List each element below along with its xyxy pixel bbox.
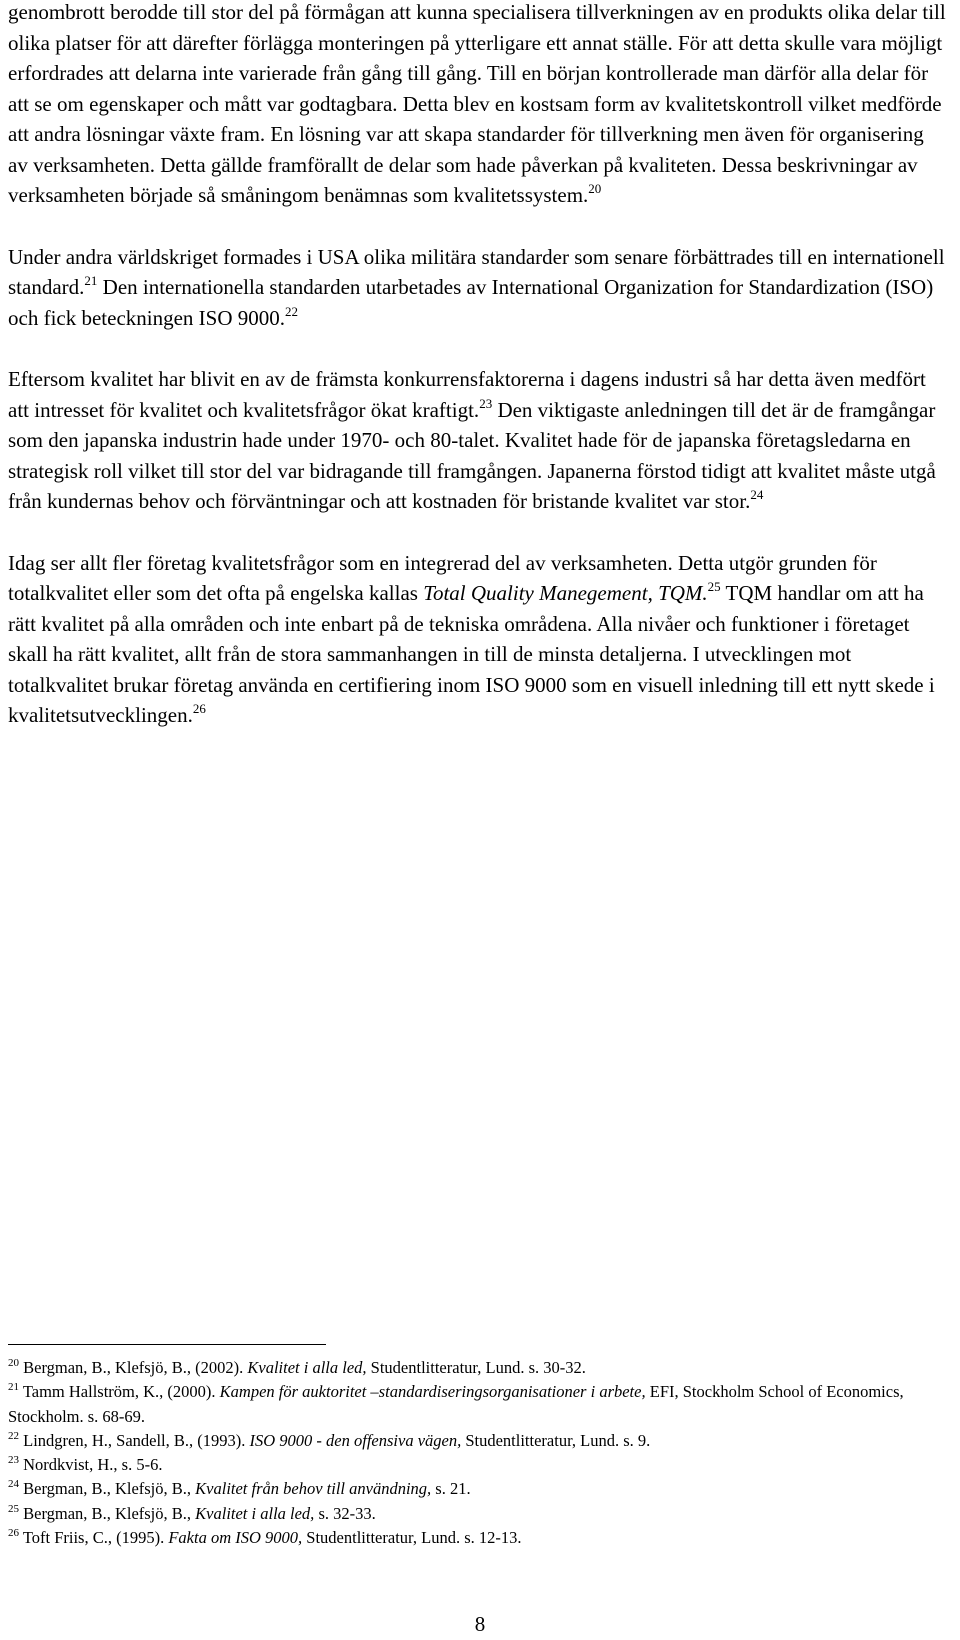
footnote-text: Toft Friis, C., (1995).	[19, 1528, 169, 1548]
paragraph-4-italic-term: Total Quality Manegement, TQM.	[423, 581, 708, 605]
footnote-number: 25	[8, 1502, 19, 1515]
paragraph-4	[8, 548, 948, 731]
paragraph-2-text-a: Under andra världskriget formades i USA olika militära standarder som senare förbättrades till en internationell standard.	[8, 244, 945, 299]
footnote-text: Bergman, B., Klefsjö, B.,	[19, 1479, 196, 1499]
footnote-title: Kvalitet i alla led,	[195, 1503, 315, 1523]
footnote-title: Kvalitet från behov till användning,	[195, 1479, 432, 1499]
footnote-22	[8, 1429, 948, 1453]
paragraph-2-text-b: Den internationella standarden utarbetades av International Organization for Standardization (ISO) och fick beteckningen ISO 9000.	[8, 275, 934, 330]
footnote-text: Bergman, B., Klefsjö, B., (2002).	[19, 1358, 248, 1377]
paragraph-2	[8, 242, 948, 334]
footnote-23	[8, 1453, 948, 1477]
footnote-separator	[8, 1344, 326, 1345]
footnote-ref-25[interactable]: 25	[707, 579, 721, 594]
footnote-title: Kvalitet i alla led,	[247, 1358, 367, 1377]
footnote-text: Nordkvist, H., s. 5-6.	[19, 1455, 163, 1475]
footnote-number: 21	[8, 1381, 19, 1394]
footnote-ref-24[interactable]: 24	[750, 487, 764, 502]
footnote-ref-20[interactable]: 20	[588, 181, 602, 196]
footnotes	[8, 1356, 948, 1550]
footnote-text: Bergman, B., Klefsjö, B.,	[19, 1503, 196, 1523]
paragraph-3-text-b: Den viktigaste anledningen till det är de framgångar som den japanska industrin hade under 1970- och 80-talet. Kvalitet hade för de japanska företagsledarna en strategisk roll vilket till stor del var bidragande till framgången. Japanerna förstod tidigt att kvalitet måste utgå från kundernas behov och förväntningar och att kostnaden för bristande kvalitet var stor.	[8, 397, 936, 513]
footnote-text: Studentlitteratur, Lund. s. 9.	[461, 1430, 651, 1450]
footnote-24	[8, 1477, 948, 1501]
paragraph-1-text: genombrott berodde till stor del på förmågan att kunna specialisera tillverkningen av en produkts olika delar till olika platser för att därefter förlägga monteringen på ytterligare ett annat ställe. För att detta skulle vara möjligt erfordrades att delarna inte varierade från gång till gång. Till en början kontrollerade man därför alla delar för att se om egenskaper och mått var godtagbara. Detta blev en kostsam form av kvalitetskontroll vilket medförde att andra lösningar växte fram. En lösning var att skapa standarder för tillverkning men även för organisering av verksamheten. Detta gällde framförallt de delar som hade påverkan på kvaliteten. Dessa beskrivningar av verksamheten började så småningom benämnas som kvalitetssystem.	[8, 0, 946, 207]
footnote-number: 22	[8, 1429, 19, 1442]
footnote-ref-26[interactable]: 26	[192, 701, 206, 716]
footnote-number: 20	[8, 1357, 19, 1369]
footnote-text: Lindgren, H., Sandell, B., (1993).	[19, 1430, 250, 1450]
footnote-number: 23	[8, 1454, 19, 1467]
footnote-21	[8, 1380, 948, 1429]
paragraph-1	[8, 0, 948, 211]
footnote-text: Tamm Hallström, K., (2000).	[19, 1382, 220, 1402]
footnote-25	[8, 1502, 948, 1526]
page-number: 8	[474, 1612, 486, 1636]
paragraph-4-text-a: Idag ser allt fler företag kvalitetsfrågor som en integrerad del av verksamheten. Detta utgör grunden för totalkvalitet eller som det ofta på engelska kallas	[8, 550, 877, 605]
document-body	[8, 0, 948, 731]
footnote-text: Studentlitteratur, Lund. s. 12-13.	[302, 1528, 522, 1548]
footnote-text: s. 21.	[431, 1479, 471, 1499]
footnote-number: 26	[8, 1527, 19, 1540]
paragraph-4-text-b: TQM handlar om att ha rätt kvalitet på alla områden och inte enbart på de tekniska områdena. Alla nivåer och funktioner i företaget skall ha rätt kvalitet, allt från de stora sammanhangen in till de minsta detaljerna. I utvecklingen mot totalkvalitet brukar företag använda en certifiering inom ISO 9000 som en visuell inledning till ett nytt skede i kvalitetsutvecklingen.	[8, 581, 935, 727]
footnote-26	[8, 1526, 948, 1550]
footnote-text: Studentlitteratur, Lund. s. 30-32.	[366, 1358, 586, 1377]
footnote-title: Kampen för auktoritet –standardiseringsorganisationer i arbete,	[219, 1382, 646, 1402]
footnote-title: Fakta om ISO 9000,	[168, 1528, 303, 1548]
footnote-20	[8, 1356, 948, 1380]
footnote-text: EFI, Stockholm School of Economics, Stockholm. s. 68-69.	[8, 1382, 904, 1426]
footnote-ref-23[interactable]: 23	[479, 395, 493, 411]
footnote-title: ISO 9000 - den offensiva vägen,	[249, 1430, 462, 1450]
paragraph-3	[8, 364, 948, 517]
footnote-ref-22[interactable]: 22	[285, 303, 299, 319]
footnote-number: 24	[8, 1478, 19, 1491]
footnote-text: s. 32-33.	[314, 1503, 376, 1523]
paragraph-3-text-a: Eftersom kvalitet har blivit en av de främsta konkurrensfaktorerna i dagens industri så har detta även medfört att intresset för kvalitet och kvalitetsfrågor ökat kraftigt.	[8, 367, 926, 422]
footnote-ref-21[interactable]: 21	[84, 273, 98, 288]
